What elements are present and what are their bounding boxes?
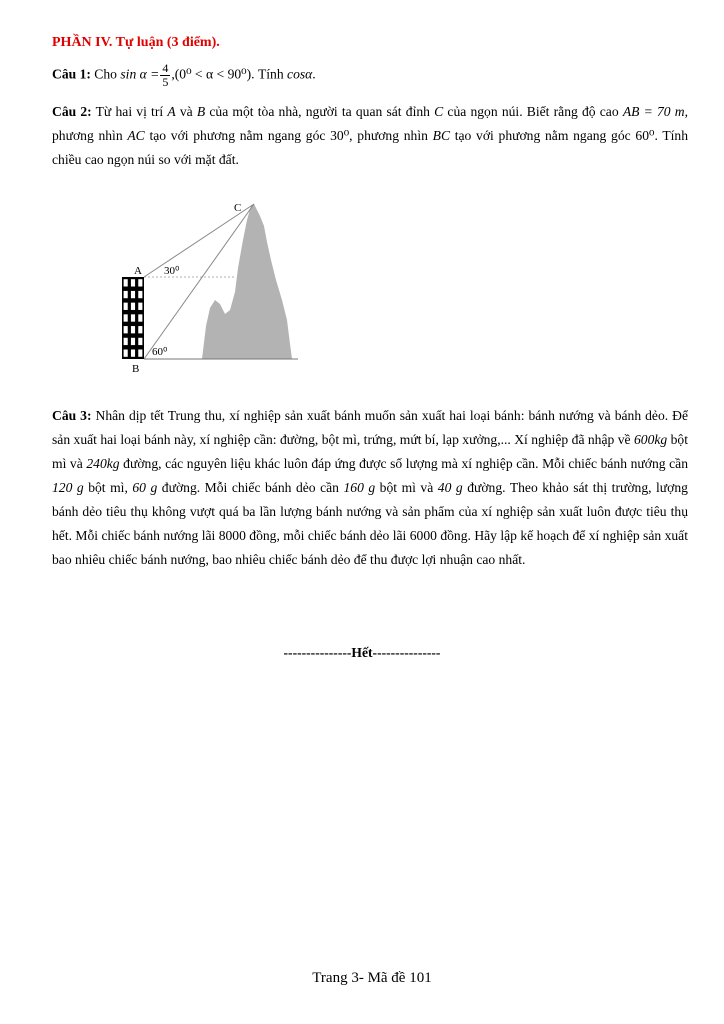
question-1 (52, 62, 688, 89)
question-3 (52, 404, 688, 572)
building-window (138, 279, 142, 286)
height-expression: AB = 70 m (622, 104, 685, 119)
building-window (131, 338, 135, 345)
mountain-figure (110, 196, 310, 376)
amount-flour-total: 600kg (633, 432, 668, 447)
building-window (131, 326, 135, 333)
question-2-text: , phương nhìn (349, 128, 433, 143)
building-window (124, 303, 128, 310)
building-window (138, 303, 142, 310)
building-window (124, 326, 128, 333)
building-window (124, 349, 128, 356)
building-window (138, 326, 142, 333)
angle-label-b: 60⁰ (152, 346, 168, 358)
segment-bc: BC (432, 128, 451, 143)
point-b: B (196, 104, 206, 119)
amount-sugar-baked: 60 g (132, 480, 158, 495)
question-3-text: đường. Theo khảo sát thị trường, lượng bánh dẻo tiêu thụ không vượt quá ba lần lượng bánh nướng và sản phẩm của xí nghiệp sản xuất luôn được tiêu thụ hết. Mỗi chiếc bánh nướng lãi 8000 đồng, mỗi chiếc bánh dẻo lãi 6000 đồng. Hãy lập kế hoạch để xí nghiệp sản xuất bao nhiêu chiếc bánh nướng, bao nhiêu chiếc bánh dẻo để thu được lợi nhuận cao nhất. (52, 480, 688, 567)
angle-label-a: 30⁰ (164, 265, 180, 277)
building-window (124, 338, 128, 345)
question-2-text: của ngọn núi. Biết rằng độ cao (443, 104, 623, 119)
question-3-text: đường, các nguyên liệu khác luôn đáp ứng được số lượng mà xí nghiệp cần. Mỗi chiếc bánh nướng cần (119, 456, 688, 471)
question-3-text: bột mì, (83, 480, 133, 495)
question-2-text: , phương nhìn (52, 104, 688, 143)
point-a: A (167, 104, 176, 119)
question-3-text: bột mì và (375, 480, 438, 495)
building-window (124, 291, 128, 298)
building-window (131, 279, 135, 286)
label-a: A (134, 265, 142, 277)
question-2-text: của một tòa nhà, người ta quan sát đỉnh (205, 104, 435, 119)
building-window (138, 349, 142, 356)
question-2-text: tạo với phương nằm ngang góc (144, 128, 331, 143)
question-2-text: và (175, 104, 197, 119)
line-ac (144, 204, 254, 277)
mountain-shape (202, 204, 292, 359)
angle-condition: ,(0⁰ < α < 90⁰) (171, 66, 252, 82)
amount-flour-baked: 120 g (52, 480, 84, 495)
question-3-text: bột mì và (52, 432, 688, 471)
building-window (131, 349, 135, 356)
angle-30: 30⁰ (330, 128, 350, 143)
question-1-text: Cho (90, 66, 121, 82)
question-2-label: Câu 2: (52, 104, 92, 119)
question-3-text: Nhân dịp tết Trung thu, xí nghiệp sản xuất bánh muốn sản xuất hai loại bánh: bánh nướng và bánh dẻo. Để sản xuất hai loại bánh này, xí nghiệp cần: đường, bột mì, trứng, mứt bí, lạp xưởng,... Xí nghiệp đã nhập về (52, 408, 688, 447)
question-2-text: tạo với phương nằm ngang góc 60⁰. Tính chiều cao ngọn núi so với mặt đất. (52, 128, 688, 167)
question-3-label: Câu 3: (52, 408, 92, 423)
fraction-denominator: 5 (162, 75, 169, 89)
building-window (138, 338, 142, 345)
page-footer: Trang 3- Mã đề 101 (312, 970, 432, 986)
building (122, 277, 144, 359)
amount-sugar-total: 240kg (86, 456, 120, 471)
building-window (131, 314, 135, 321)
question-1-text: . Tính (251, 66, 288, 82)
cos-expression: cosα (287, 66, 313, 82)
end-marker: ---------------Hết--------------- (283, 645, 441, 660)
building-window (138, 314, 142, 321)
point-c: C (434, 104, 444, 119)
sin-expression: sin α = (120, 66, 160, 82)
building-window (131, 303, 135, 310)
building-window (124, 279, 128, 286)
question-1-label: Câu 1: (52, 66, 91, 82)
question-3-text: đường. Mỗi chiếc bánh dẻo cần (157, 480, 344, 495)
segment-ac: AC (127, 128, 145, 143)
fraction (160, 62, 170, 89)
amount-sugar-soft: 40 g (437, 480, 463, 495)
fraction-numerator: 4 (162, 61, 169, 75)
building-window (138, 291, 142, 298)
question-2 (52, 100, 688, 172)
amount-flour-soft: 160 g (343, 480, 376, 495)
question-2-text: Từ hai vị trí (91, 104, 168, 119)
question-1-text: . (312, 66, 316, 82)
label-b: B (132, 363, 140, 375)
label-c: C (234, 202, 242, 214)
section-title: PHẦN IV. Tự luận (3 điểm). (52, 35, 220, 50)
building-window (124, 314, 128, 321)
building-window (131, 291, 135, 298)
